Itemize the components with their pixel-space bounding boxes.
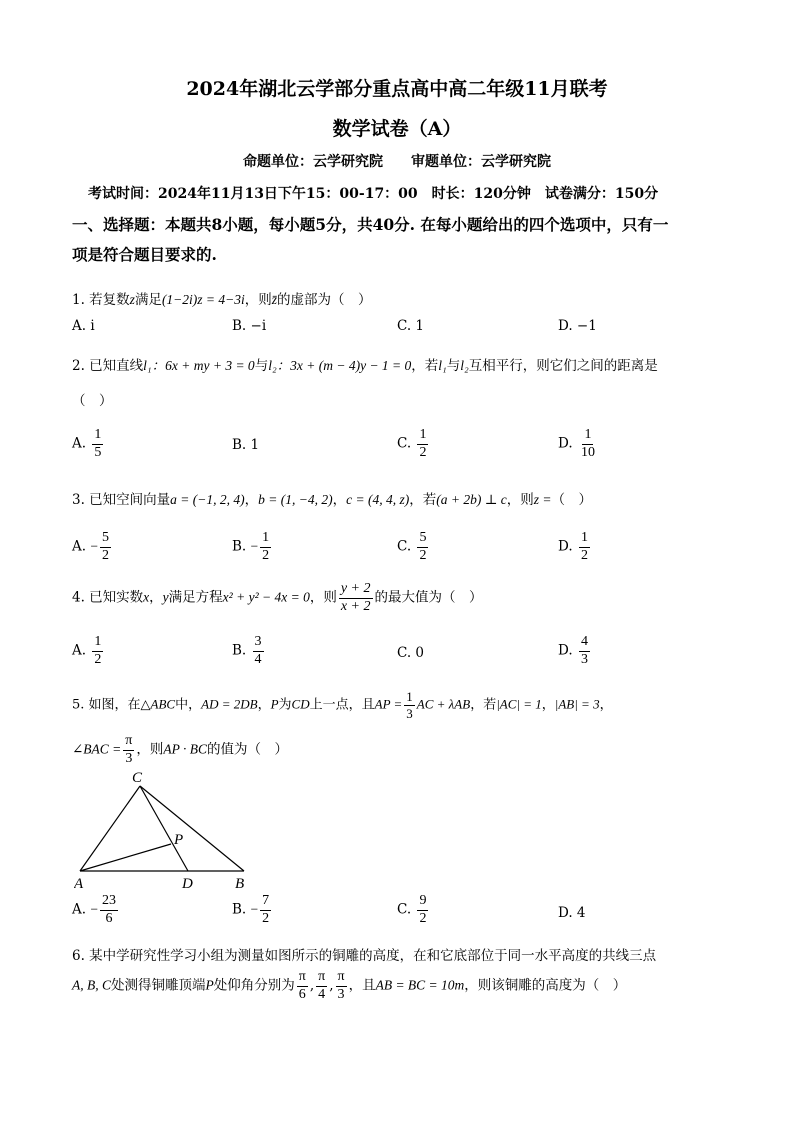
q1-equation: (1−2i)z = 4−3i	[161, 292, 245, 307]
q5-option-c	[397, 894, 430, 926]
question-2	[72, 354, 658, 374]
q6-text-c: ，且	[348, 977, 376, 994]
q6-angle-1: $\frac{\pi}{6}$	[298, 969, 306, 1002]
q6-equation: AB = BC = 10m	[375, 977, 465, 993]
q5-option-d: D. 4	[558, 905, 586, 921]
q3-option-b-fraction: $\frac{1}{2}$	[262, 530, 270, 563]
exam-subtitle: 数学试卷（A）	[332, 118, 462, 140]
question-4	[72, 582, 483, 614]
q2-option-a-label: A.	[72, 435, 87, 452]
q5-text-i: ，则	[136, 741, 164, 758]
q2-l1: l₁	[438, 358, 447, 373]
q2-option-d	[558, 428, 599, 460]
triangle-figure	[74, 770, 254, 892]
section-heading-line2: 项是符合题目要求的.	[72, 245, 217, 264]
q4-equation: x² + y² − 4x = 0	[222, 589, 310, 605]
q3-condition: (a + 2b) ⊥ c	[436, 492, 507, 507]
q6-text-a: 处测得铜雕顶端	[111, 977, 206, 994]
q1-text-b: 满足	[134, 292, 162, 308]
q4-option-b-label: B.	[232, 642, 247, 659]
label-c: C	[132, 770, 143, 786]
q2-option-a-fraction: $\frac{1}{5}$	[94, 427, 102, 460]
q2-text-c: 互相平行，则它们之间的距离是	[468, 358, 658, 374]
q4-comma: ，	[149, 589, 163, 606]
q3-z: z =	[533, 492, 552, 507]
q2-option-b: B. 1	[232, 437, 260, 453]
q2-text-b: ，若	[411, 358, 439, 374]
label-a: A	[74, 876, 84, 892]
q4-option-a	[72, 635, 105, 667]
q2-l2: l₂	[460, 358, 469, 373]
q5-option-c-label: C.	[397, 901, 412, 918]
q5-option-b-fraction: $\frac{7}{2}$	[262, 893, 270, 926]
q4-fraction: $\frac{y + 2}{x + 2}$	[340, 581, 371, 614]
q2-option-a	[72, 428, 105, 460]
q5-ap-tail: AC + λAB	[416, 696, 471, 712]
q1-text-c: ，则	[244, 292, 272, 308]
q3-vector-a: a = (−1, 2, 4)	[170, 492, 245, 507]
q3-vector-b: b = (1, −4, 2)	[258, 492, 333, 507]
q5-ab: |AB| = 3	[554, 696, 600, 712]
q6-text-d: ，则该铜雕的高度为（ ）	[464, 977, 627, 994]
q5-text-g: ，	[541, 697, 555, 713]
q6-angle-2: $\frac{\pi}{4}$	[318, 969, 326, 1002]
q2-and: 与	[446, 358, 461, 374]
q4-option-d-fraction: $\frac{4}{3}$	[580, 634, 588, 667]
q5-text-e: 上一点，且	[309, 697, 375, 713]
q6-angle-3: $\frac{\pi}{3}$	[337, 969, 345, 1002]
q1-option-d: D. −1	[558, 318, 597, 334]
q5-text-a: 5. 如图，在△	[72, 697, 151, 713]
section-heading-line1: 一、选择题：本题共8小题，每小题5分，共40分. 在每小题给出的四个选项中，只有一	[72, 215, 669, 234]
exam-info: 考试时间：2024年11月13日下午15：00-17：00 时长：120分钟 试卷满分：150分	[88, 186, 659, 202]
q4-option-d-label: D.	[558, 642, 573, 659]
q2-option-c	[397, 428, 430, 460]
question-5-line2	[72, 734, 288, 766]
question-3	[72, 488, 592, 508]
q6-text-b: 处仰角分别为	[213, 977, 295, 994]
q3-option-a-sign: −	[90, 538, 98, 554]
edge-ac	[80, 786, 140, 871]
q1-option-b: B. −i	[232, 318, 267, 334]
q5-ap: AP =	[374, 696, 403, 712]
q2-line-l1: l₁：6x + my + 3 = 0	[143, 358, 255, 373]
q5-abc: ABC	[150, 696, 176, 712]
q3-option-b-label: B.	[232, 538, 247, 555]
label-b: B	[235, 876, 245, 892]
q3-option-a-label: A.	[72, 538, 87, 555]
q1-var-z: z	[129, 292, 135, 307]
q5-option-c-fraction: $\frac{9}{2}$	[419, 893, 427, 926]
q5-option-a-sign: −	[90, 901, 98, 917]
q3-option-b-sign: −	[250, 538, 259, 554]
q3-bracket: （ ）	[551, 492, 593, 508]
q4-option-c: C. 0	[397, 645, 425, 661]
q1-option-c: C. 1	[397, 318, 425, 334]
q2-option-d-label: D.	[558, 435, 573, 452]
q4-text-c: ，则	[309, 589, 337, 606]
question-6-line1: 6. 某中学研究性学习小组为测量如图所示的铜雕的高度，在和它底部位于同一水平高度的共线三点	[72, 948, 657, 964]
q5-option-b-sign: −	[250, 901, 259, 917]
q3-vector-c: c = (4, 4, z)	[346, 492, 410, 507]
q3-text-b: ，若	[409, 492, 437, 508]
q4-var-x: x	[143, 589, 150, 605]
q5-ad-vector: AD = 2DB	[201, 696, 258, 712]
q5-option-b-label: B.	[232, 901, 247, 918]
q5-option-a-label: A.	[72, 901, 87, 918]
q2-line-l2: l₂：3x + (m − 4)y − 1 = 0	[268, 358, 412, 373]
q5-text-d: 为	[278, 697, 292, 713]
q3-option-a-fraction: $\frac{5}{2}$	[101, 530, 109, 563]
q6-p: P	[205, 977, 214, 993]
q2-option-c-fraction: $\frac{1}{2}$	[419, 427, 427, 460]
q3-text-a: 3. 已知空间向量	[72, 492, 171, 508]
q4-option-b	[232, 635, 266, 667]
q2-bracket: （ ）	[72, 393, 113, 409]
q5-p: P	[270, 696, 279, 712]
q2-option-c-label: C.	[397, 435, 412, 452]
segment-ap	[80, 844, 171, 871]
q5-text-b: 中，	[175, 697, 202, 713]
q3-sep2: ，	[332, 492, 347, 508]
q2-option-d-fraction: $\frac{1}{10}$	[580, 427, 595, 460]
q1-text-d: 的虚部为（ ）	[277, 292, 372, 308]
q2-with: 与	[254, 358, 269, 374]
q4-text-b: 满足方程	[168, 589, 223, 606]
segment-cd	[140, 786, 188, 871]
q3-option-c	[397, 531, 430, 563]
q5-cd: CD	[291, 696, 310, 712]
q4-option-a-label: A.	[72, 642, 87, 659]
q5-option-a-fraction: $\frac{23}{6}$	[101, 893, 116, 926]
q4-option-b-fraction: $\frac{3}{4}$	[254, 634, 262, 667]
q5-text-j: 的值为（ ）	[207, 741, 288, 758]
q5-text-h: ，	[599, 697, 613, 713]
q5-dot-product: AP · BC	[163, 741, 207, 757]
q5-option-b	[232, 894, 273, 926]
q6-points: A, B, C	[72, 977, 111, 993]
q4-text-a: 4. 已知实数	[72, 589, 144, 606]
q5-ac: |AC| = 1	[496, 696, 542, 712]
exam-title: 2024年湖北云学部分重点高中高二年级11月联考	[186, 78, 608, 100]
q5-option-a	[72, 894, 120, 926]
edge-cb	[140, 786, 244, 871]
q3-option-d	[558, 531, 592, 563]
q5-angle-fraction: $\frac{\pi}{3}$	[125, 733, 133, 766]
q5-text-f: ，若	[470, 697, 497, 713]
q2-text-a: 2. 已知直线	[72, 358, 144, 374]
q4-var-y: y	[162, 589, 169, 605]
q5-fraction-third: $\frac{1}{3}$	[406, 689, 413, 721]
q3-option-d-label: D.	[558, 538, 573, 555]
q3-option-a	[72, 531, 113, 563]
q5-angle: ∠BAC =	[72, 741, 122, 757]
q3-text-c: ，则	[506, 492, 534, 508]
question-1	[72, 288, 372, 308]
q5-text-c: ，	[257, 697, 271, 713]
q1-zbar: z̄	[271, 292, 278, 307]
q1-option-a: A. i	[72, 318, 95, 334]
q3-option-c-fraction: $\frac{5}{2}$	[419, 530, 427, 563]
q4-option-d	[558, 635, 592, 667]
question-5	[72, 690, 613, 720]
q3-option-d-fraction: $\frac{1}{2}$	[580, 530, 588, 563]
question-6-line2: A, B, C处测得铜雕顶端P处仰角分别为 $\frac{\pi}{6}$ , $\frac{\pi}{4}$ , $\frac{\pi}{3}$ ，且AB = BC = 10m，则该铜雕的高度为（ ）	[72, 969, 627, 1002]
q3-sep1: ，	[244, 492, 259, 508]
exam-units: 命题单位：云学研究院 审题单位：云学研究院	[243, 154, 551, 170]
q3-option-b	[232, 531, 273, 563]
q4-option-a-fraction: $\frac{1}{2}$	[94, 634, 102, 667]
q3-option-c-label: C.	[397, 538, 412, 555]
label-p: P	[174, 832, 184, 848]
q1-text-a: 1. 若复数	[72, 292, 130, 308]
q4-text-d: 的最大值为（ ）	[374, 589, 483, 606]
label-d: D	[182, 876, 193, 892]
